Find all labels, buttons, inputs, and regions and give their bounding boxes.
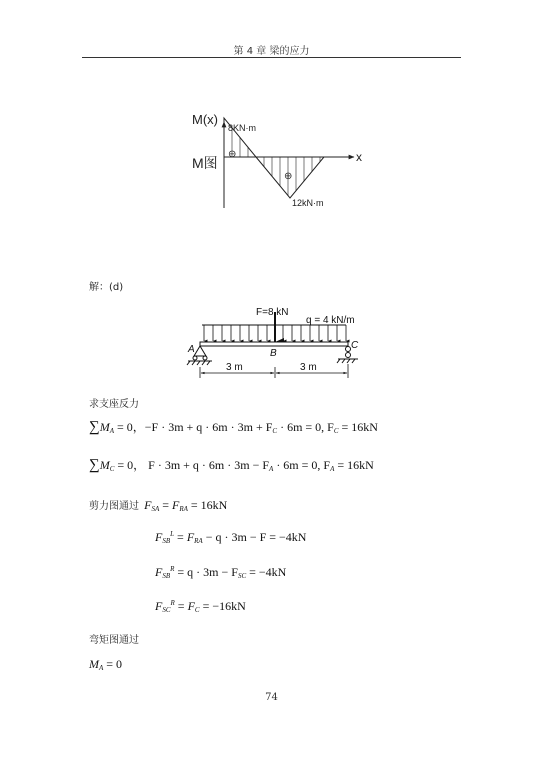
moment-pos-sign: ⊕ — [284, 171, 293, 182]
moment-neg-sign: ⊖ — [228, 149, 237, 160]
page-number: 74 — [265, 692, 278, 703]
shear-formula-1: $F_{SA} = F_{RA} = 16kN$ — [144, 498, 228, 513]
shear-heading-line — [89, 494, 227, 513]
shear-heading: 剪力图通过 — [89, 501, 139, 512]
header-rule — [82, 57, 461, 58]
equation-sum-ma: $\sum M_A = 0$，$-F \cdot 3m + q \cdot 6m \cdot 3m + F_C \cdot 6m = 0$, $F_C = 16kN$ — [89, 419, 378, 435]
page-header: 第 4 章 梁的应力 — [233, 46, 310, 57]
moment-diagram — [180, 108, 370, 212]
moment-pos-value: 12kN·m — [292, 198, 324, 208]
dimension-line — [200, 364, 348, 378]
beam-body — [200, 342, 348, 346]
point-b-label: B — [270, 348, 277, 359]
beam-figure — [180, 304, 370, 382]
shear-formula-4: $F_{SC}^R = F_C = -16kN$ — [155, 599, 246, 614]
moment-axis-label: M(x) — [192, 112, 218, 127]
reactions-heading: 求支座反力 — [89, 399, 139, 410]
load-label: q = 4 kN/m — [306, 315, 355, 326]
shear-formula-3: $F_{SB}^R = q \cdot 3m - F_{SC} = -4kN$ — [155, 565, 287, 580]
moment-formula-ma: $M_A = 0$ — [89, 657, 123, 672]
moment-neg-value: 8KN·m — [228, 123, 257, 133]
solution-label: 解：(d) — [89, 282, 124, 293]
span2-label: 3 m — [300, 362, 317, 373]
moment-diagram-label: M图 — [192, 155, 218, 171]
equation-sum-mc: $\sum M_C = 0$， $F \cdot 3m + q \cdot 6m \cdot 3m - F_A \cdot 6m = 0$, $F_A = 16kN$ — [89, 457, 374, 473]
force-label: F=8 kN — [256, 307, 289, 318]
support-c-label: C — [351, 340, 359, 351]
span1-label: 3 m — [226, 362, 243, 373]
moment-heading: 弯矩图通过 — [89, 635, 139, 646]
support-a-label: A — [188, 344, 195, 355]
moment-x-label: x — [356, 150, 362, 164]
shear-formula-2: $F_{SB}^L = F_{RA} - q \cdot 3m - F = -4kN$ — [155, 530, 307, 545]
